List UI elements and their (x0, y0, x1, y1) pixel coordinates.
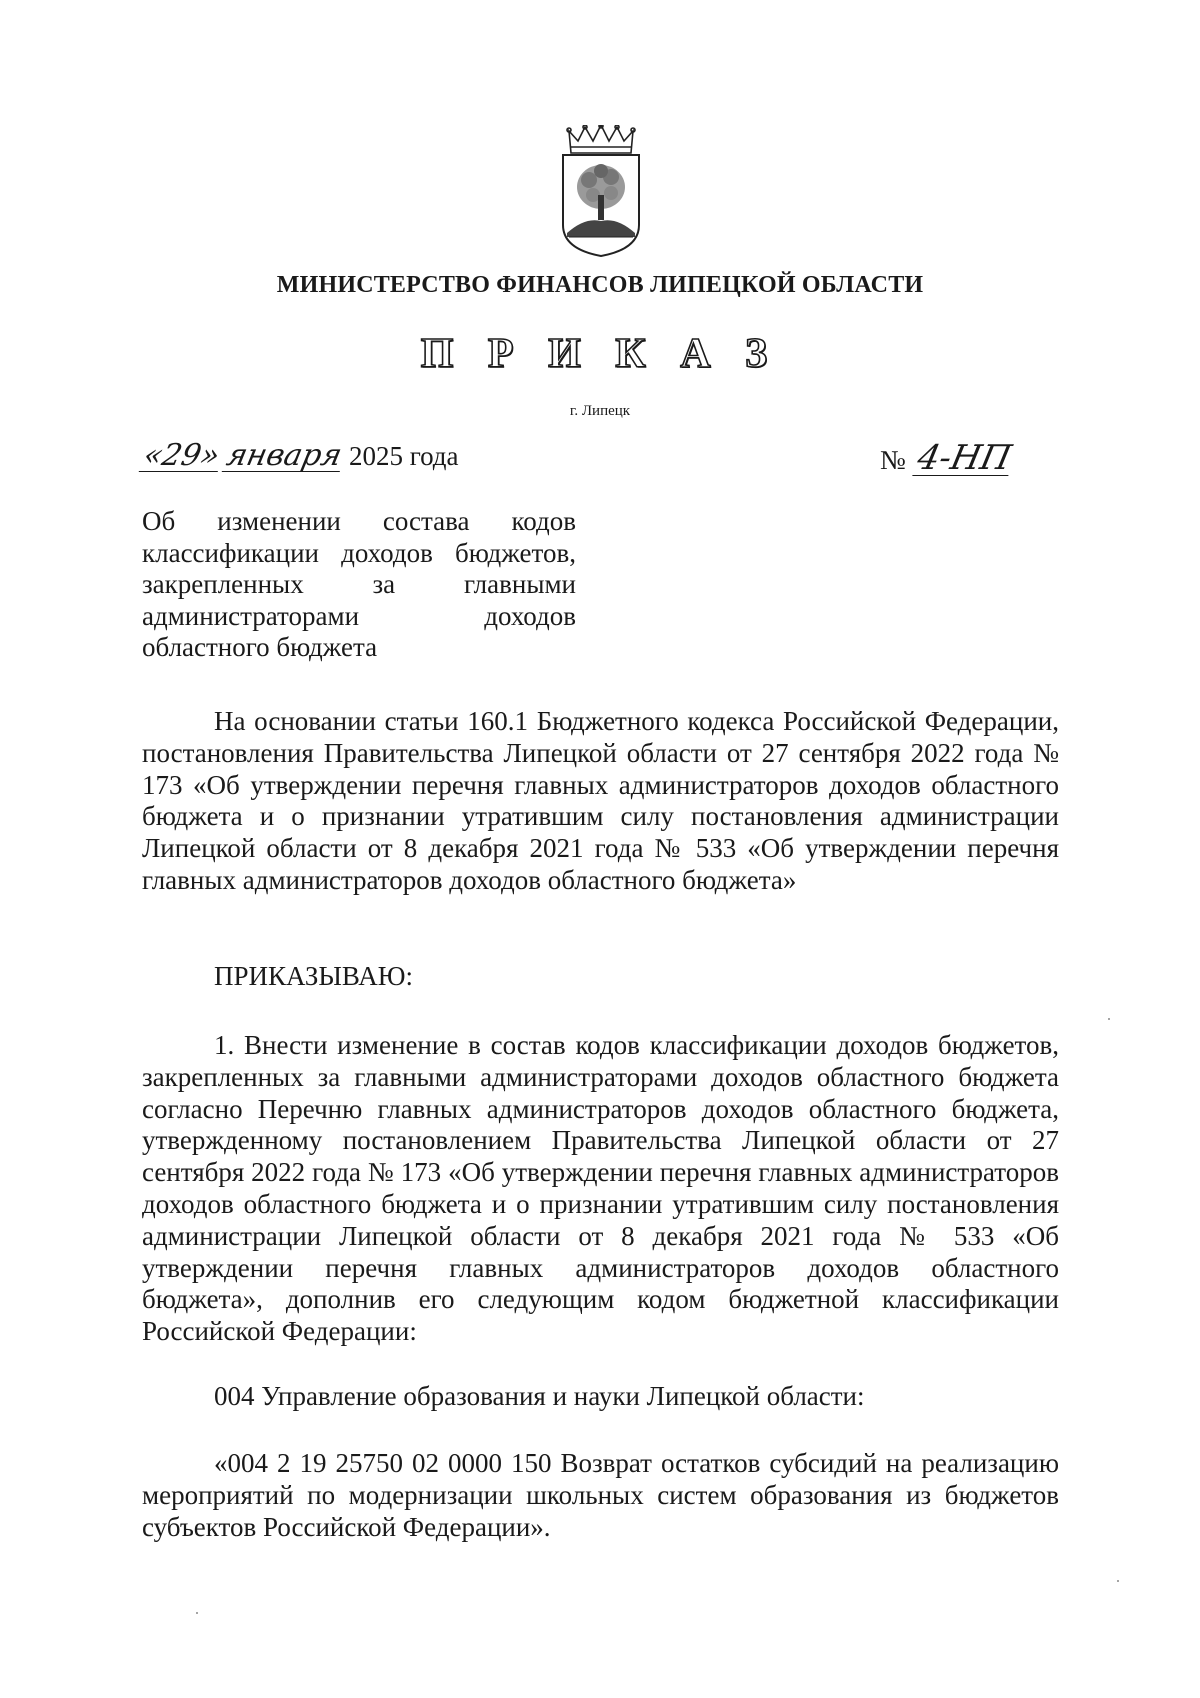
handwritten-number: 4-НП (913, 438, 1015, 478)
handwritten-month: января (223, 438, 345, 473)
scan-speck (196, 1612, 198, 1614)
basis-paragraph: На основании статьи 160.1 Бюджетного кодекса Российской Федерации, постановления Правительства Липецкой области от 27 сентября 2022 года № 173 «Об утверждении перечня главных администраторов доходов областного бюджета и о признании утратившим силу постановления администрации Липецкой области от 8 декабря 2021 года № 533 «Об утверждении перечня главных администраторов доходов областного бюджета» (142, 706, 1059, 895)
city-label: г. Липецк (569, 403, 631, 419)
administrator-line: 004 Управление образования и науки Липецкой области: (214, 1381, 865, 1411)
year-text: 2025 года (348, 441, 459, 471)
order-number (880, 438, 1018, 478)
document-type-title: П Р И К А З (420, 331, 780, 377)
order-word: ПРИКАЗЫВАЮ: (214, 961, 413, 991)
ministry-title: МИНИСТЕРСТВО ФИНАНСОВ ЛИПЕЦКОЙ ОБЛАСТИ (276, 272, 924, 298)
lipetsk-coat-of-arms-icon (555, 125, 647, 257)
scan-speck (1117, 1580, 1119, 1582)
scan-speck (1108, 1018, 1110, 1020)
budget-code-paragraph: «004 2 19 25750 02 0000 150 Возврат остатков субсидий на реализацию мероприятий по модернизации школьных систем образования из бюджетов субъектов Российской Федерации». (142, 1448, 1059, 1542)
number-sign: № (880, 445, 906, 475)
item-1-paragraph: 1. Внести изменение в состав кодов классификации доходов бюджетов, закрепленных за главными администраторами доходов областного бюджета согласно Перечню главных администраторов доходов областного бюджета, утвержденному постановлением Правительства Липецкой области от 27 сентября 2022 года № 173 «Об утверждении перечня главных администраторов доходов областного бюджета и о признании утратившим силу постановления администрации Липецкой области от 8 декабря 2021 года № 533 «Об утверждении перечня главных администраторов доходов областного бюджета», дополнив его следующим кодом бюджетной классификации Российской Федерации: (142, 1030, 1059, 1347)
order-date (140, 438, 459, 473)
order-subject: Об изменении состава кодов классификации доходов бюджетов, закрепленных за главными администраторами доходов областного бюджета (142, 506, 576, 662)
handwritten-day: «29» (140, 438, 223, 473)
